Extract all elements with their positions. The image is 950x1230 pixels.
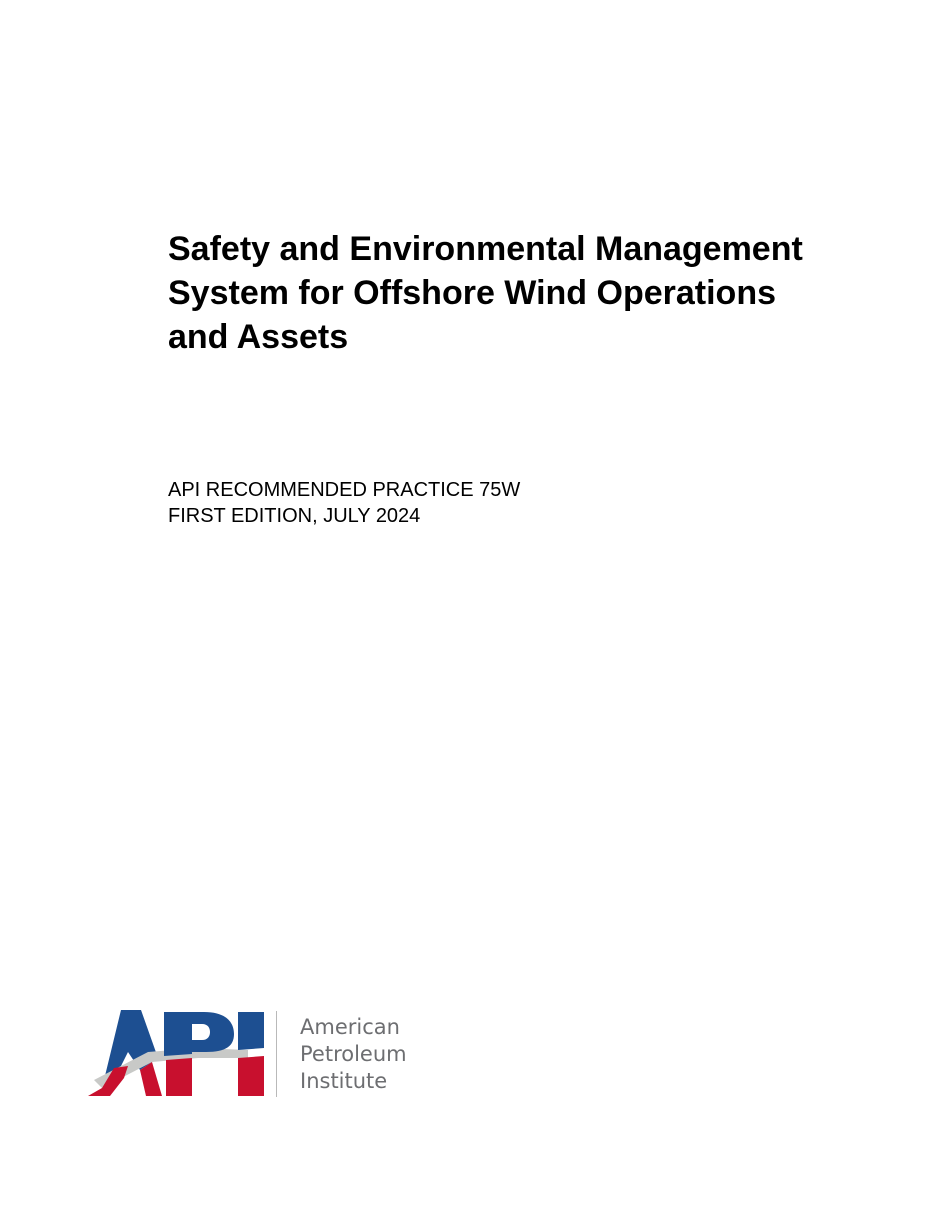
publisher-name-line-2: Petroleum [300,1042,407,1066]
api-logo-mark [88,1008,268,1100]
logo-i-red [238,1056,264,1096]
publisher-name-line-1: American [300,1015,400,1039]
document-edition: FIRST EDITION, JULY 2024 [168,505,421,527]
publisher-name [300,1014,407,1095]
logo-i-blue [238,1012,264,1050]
logo-p-red [166,1058,192,1096]
logo-divider [276,1011,277,1097]
publisher-name-line-3: Institute [300,1069,388,1093]
title-line-3: and Assets [168,318,349,356]
document-designation: API RECOMMENDED PRACTICE 75W [168,479,521,501]
title-line-1: Safety and Environmental Management [168,230,803,268]
logo-p-blue [164,1012,234,1056]
title-line-2: System for Offshore Wind Operations [168,274,776,312]
document-designation-block [168,477,520,529]
document-title [168,227,908,359]
api-logo [88,1008,428,1100]
